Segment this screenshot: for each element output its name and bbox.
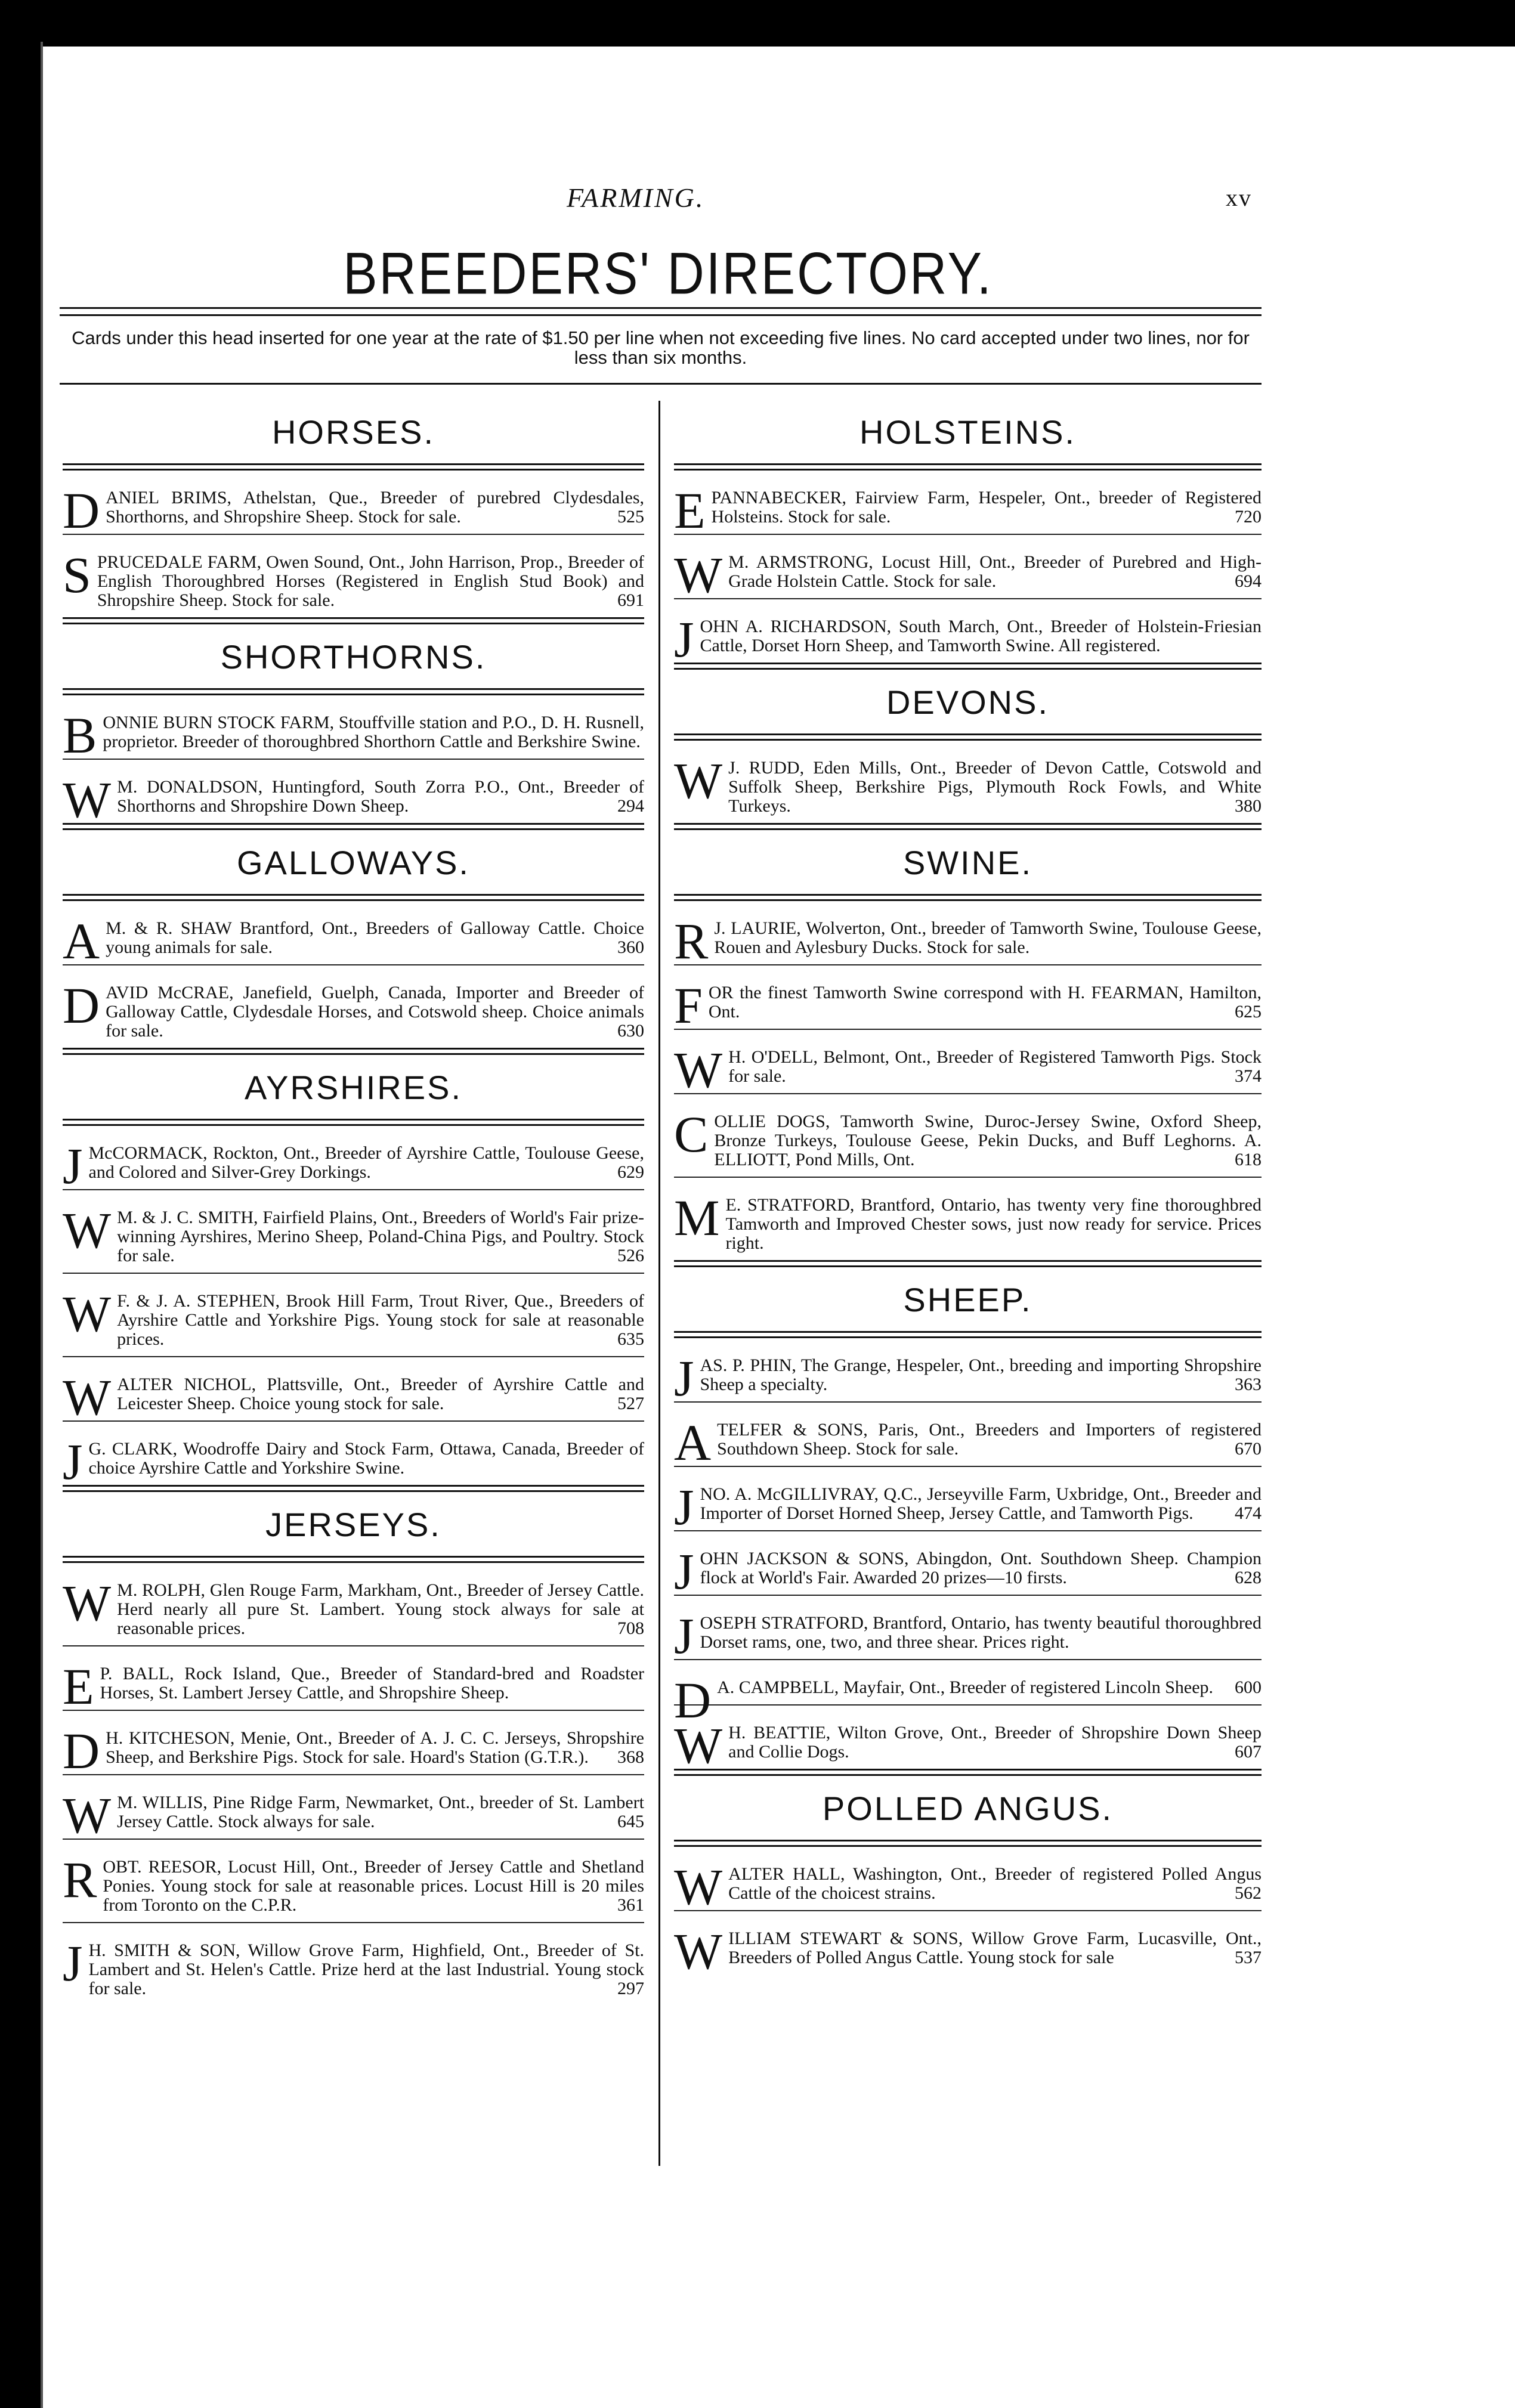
breeder-card-text: M. DONALDSON, Huntingford, South Zorra P.O., Ont., Breeder of Shorthorns and Shropshire Down Sheep. <box>117 777 644 816</box>
drop-initial: W <box>63 1574 112 1632</box>
breeder-card-text: ONNIE BURN STOCK FARM, Stouffville station and P.O., D. H. Rusnell, proprietor. Breeder of thoroughbred Shorthorn Cattle and Berkshire Swine. <box>103 713 644 751</box>
section-divider <box>674 823 1262 830</box>
section-title-ayrshires: AYRSHIRES. <box>244 1069 463 1106</box>
breeder-card-text: J. RUDD, Eden Mills, Ont., Breeder of Devon Cattle, Cotswold and Suffolk Sheep, Berkshire Pigs, Plymouth Rock Fowls, and White Turkeys. <box>728 758 1262 816</box>
ad-number: 527 <box>617 1394 644 1413</box>
section-title-swine: SWINE. <box>902 844 1033 881</box>
drop-initial: F <box>674 977 703 1034</box>
section-divider <box>674 663 1262 670</box>
section-title-rule <box>63 1556 644 1563</box>
breeder-card-body <box>63 1658 644 1715</box>
breeder-card-text: AS. P. PHIN, The Grange, Hespeler, Ont., breeding and importing Shropshire Sheep a specialty. <box>700 1355 1262 1394</box>
ad-number: 361 <box>617 1895 644 1915</box>
drop-initial: A <box>63 912 100 970</box>
breeder-card-text: ANIEL BRIMS, Athelstan, Que., Breeder of purebred Clydesdales, Shorthorns, and Shropshire Sheep. Stock for sale. <box>106 488 644 527</box>
breeder-card <box>63 1935 644 2005</box>
drop-initial: R <box>63 1851 97 1908</box>
breeder-card <box>674 1543 1262 1600</box>
drop-initial: W <box>674 1717 723 1774</box>
page-number: xv <box>1226 184 1252 211</box>
section-divider <box>63 617 644 624</box>
breeder-card-body <box>674 1607 1262 1664</box>
section-title-rule <box>63 463 644 471</box>
breeder-card <box>674 1717 1262 1774</box>
breeder-card-text: M. & R. SHAW Brantford, Ont., Breeders of Galloway Cattle. Choice young animals for sale. <box>106 918 644 957</box>
column-divider <box>658 401 660 2166</box>
breeder-card-text: OLLIE DOGS, Tamworth Swine, Duroc-Jersey Swine, Oxford Sheep, Bronze Turkeys, Toulouse Geese, Pekin Ducks, and Buff Leghorns. A. ELLIOTT, Pond Mills, Ont. <box>714 1112 1262 1169</box>
breeder-card <box>674 1041 1262 1098</box>
breeder-card <box>674 611 1262 668</box>
drop-initial: W <box>674 1041 723 1098</box>
ad-number: 645 <box>617 1812 644 1831</box>
breeder-card-body <box>674 1189 1262 1253</box>
ad-number: 708 <box>617 1618 644 1638</box>
breeder-card <box>63 1137 644 1194</box>
breeder-card <box>63 771 644 828</box>
ad-number: 294 <box>617 796 644 816</box>
section-title-rule <box>674 894 1262 901</box>
breeder-card <box>63 1658 644 1715</box>
section-divider <box>674 1769 1262 1776</box>
scan-border-top <box>0 0 1515 47</box>
drop-initial: E <box>63 1658 94 1715</box>
drop-initial: W <box>674 1858 723 1915</box>
section-title-rule <box>674 1840 1262 1847</box>
breeder-card-body <box>674 1672 1262 1729</box>
title-rule-bottom <box>60 314 1262 316</box>
left-column <box>63 400 644 2005</box>
breeder-card <box>63 1202 644 1274</box>
section-title-sheep: SHEEP. <box>903 1281 1032 1318</box>
breeder-card <box>674 1189 1262 1260</box>
breeder-card <box>63 912 644 970</box>
section-title-holsteins: HOLSTEINS. <box>859 413 1076 451</box>
breeder-card-text: ILLIAM STEWART & SONS, Willow Grove Farm, Lucasville, Ont., Breeders of Polled Angus Cattle. Young stock for sale <box>728 1929 1262 1967</box>
ad-number: 607 <box>1235 1742 1262 1762</box>
breeder-card-text: H. KITCHESON, Menie, Ont., Breeder of A. J. C. C. Jerseys, Shropshire Sheep, and Berkshire Pigs. Stock for sale. Hoard's Station (G.T.R.). <box>106 1728 644 1767</box>
breeder-card <box>63 1574 644 1646</box>
section-title-rule <box>63 894 644 901</box>
drop-initial: W <box>63 771 112 828</box>
breeder-card <box>674 1414 1262 1471</box>
drop-initial: D <box>63 482 100 539</box>
breeder-card-text: H. SMITH & SON, Willow Grove Farm, Highfield, Ont., Breeder of St. Lambert and St. Helen's Cattle. Prize herd at the last Industrial. Young stock for sale. <box>88 1940 644 1998</box>
breeder-card-text: ALTER NICHOL, Plattsville, Ont., Breeder of Ayrshire Cattle and Leicester Sheep. Choice young stock for sale. <box>117 1375 644 1413</box>
breeder-card-text: M. ARMSTRONG, Locust Hill, Ont., Breeder of Purebred and High-Grade Holstein Cattle. Stock for sale. <box>728 552 1262 591</box>
drop-initial: M <box>674 1189 720 1246</box>
breeder-card-text: AVID McCRAE, Janefield, Guelph, Canada, Importer and Breeder of Galloway Cattle, Clydesdale Horses, and Cotswold sheep. Choice animals for sale. <box>106 983 644 1041</box>
ad-number: 474 <box>1235 1503 1262 1523</box>
drop-initial: J <box>674 1478 694 1536</box>
section-title-polled-angus: POLLED ANGUS. <box>822 1790 1114 1827</box>
ad-number: 630 <box>617 1021 644 1041</box>
breeder-card <box>674 1350 1262 1407</box>
breeder-card <box>674 752 1262 823</box>
ad-number: 537 <box>1235 1948 1262 1967</box>
breeder-card-text: M. & J. C. SMITH, Fairfield Plains, Ont., Breeders of World's Fair prize-winning Ayrshires, Merino Sheep, Poland-China Pigs, and Poultry. Stock for sale. <box>117 1208 644 1265</box>
drop-initial: D <box>63 1722 100 1779</box>
drop-initial: R <box>674 912 709 970</box>
breeder-card-text: OR the finest Tamworth Swine correspond with H. FEARMAN, Hamilton, Ont. <box>708 983 1262 1022</box>
ad-number: 618 <box>1235 1150 1262 1169</box>
drop-initial: J <box>674 1543 694 1600</box>
drop-initial: W <box>63 1202 112 1259</box>
breeder-card-text: F. & J. A. STEPHEN, Brook Hill Farm, Trout River, Que., Breeders of Ayrshire Cattle and Yorkshire Pigs. Young stock for sale at reasonable prices. <box>117 1291 644 1349</box>
title-rule-top <box>60 307 1262 309</box>
ad-number: 670 <box>1235 1439 1262 1459</box>
breeder-card-text: ALTER HALL, Washington, Ont., Breeder of registered Polled Angus Cattle of the choicest strains. <box>728 1864 1262 1903</box>
drop-initial: J <box>674 1607 694 1664</box>
page-edge <box>41 42 43 2408</box>
drop-initial: A <box>674 1414 712 1471</box>
drop-initial: D <box>674 1672 712 1729</box>
breeder-card-text: PANNABECKER, Fairview Farm, Hespeler, Ont., breeder of Registered Holsteins. Stock for sale. <box>711 488 1262 527</box>
breeder-card-body <box>63 1433 644 1490</box>
drop-initial: W <box>674 1923 723 1980</box>
drop-initial: J <box>63 1433 83 1490</box>
ad-number: 635 <box>617 1329 644 1349</box>
scan-border-left <box>0 0 41 2408</box>
running-head: FARMING. <box>567 182 705 213</box>
ad-number: 562 <box>1235 1883 1262 1903</box>
breeder-card <box>63 1787 644 1844</box>
breeder-card <box>674 482 1262 539</box>
breeder-card-body <box>674 912 1262 970</box>
ad-number: 629 <box>617 1162 644 1182</box>
section-divider <box>63 1485 644 1492</box>
ad-number: 691 <box>617 590 644 610</box>
breeder-card <box>674 1858 1262 1915</box>
ad-number: 360 <box>617 937 644 957</box>
section-title-devons: DEVONS. <box>886 683 1050 721</box>
breeder-card-text: M. WILLIS, Pine Ridge Farm, Newmarket, Ont., breeder of St. Lambert Jersey Cattle. Stock always for sale. <box>117 1793 644 1831</box>
breeder-card-body <box>674 611 1262 668</box>
breeder-card <box>63 1722 644 1779</box>
breeder-card <box>674 546 1262 603</box>
drop-initial: W <box>63 1285 112 1342</box>
breeder-card-body <box>63 1722 644 1779</box>
breeder-card-text: OHN A. RICHARDSON, South March, Ont., Breeder of Holstein-Friesian Cattle, Dorset Horn Sheep, and Tamworth Swine. All registered. <box>700 617 1262 655</box>
breeder-card <box>63 977 644 1048</box>
section-title-shorthorns: SHORTHORNS. <box>220 638 487 676</box>
drop-initial: E <box>674 482 706 539</box>
breeder-card-text: G. CLARK, Woodroffe Dairy and Stock Farm, Ottawa, Canada, Breeder of choice Ayrshire Cattle and Yorkshire Swine. <box>88 1439 644 1478</box>
drop-initial: S <box>63 546 91 603</box>
ad-number: 628 <box>1235 1568 1262 1587</box>
ad-number: 526 <box>617 1246 644 1265</box>
breeder-card-text: E. STRATFORD, Brantford, Ontario, has twenty very fine thoroughbred Tamworth and Improved Chester sows, just now ready for service. Prices right. <box>725 1195 1262 1253</box>
breeder-card-text: OBT. REESOR, Locust Hill, Ont., Breeder of Jersey Cattle and Shetland Ponies. Young stock for sale at reasonable prices. Locust Hill is 20 miles from Toronto on the C.P.R. <box>103 1857 644 1915</box>
breeder-card-body <box>63 707 644 764</box>
breeder-card <box>674 1106 1262 1178</box>
breeder-card-text: PRUCEDALE FARM, Owen Sound, Ont., John Harrison, Prop., Breeder of English Thoroughbred Horses (Registered in English Stud Book) and Shropshire Sheep. Stock for sale. <box>97 552 644 610</box>
breeder-card <box>63 1285 644 1357</box>
breeder-card <box>674 1478 1262 1536</box>
breeder-card <box>63 482 644 539</box>
section-title-horses: HORSES. <box>271 413 435 451</box>
page-title: BREEDERS' DIRECTORY. <box>343 240 993 307</box>
section-title-rule <box>674 733 1262 741</box>
breeder-card <box>63 546 644 617</box>
breeder-card-text: H. BEATTIE, Wilton Grove, Ont., Breeder of Shropshire Down Sheep and Collie Dogs. <box>728 1723 1262 1762</box>
breeder-card <box>63 707 644 764</box>
drop-initial: W <box>63 1369 112 1426</box>
breeder-card <box>674 1607 1262 1664</box>
ad-number: 625 <box>1235 1002 1262 1022</box>
breeder-card-text: OSEPH STRATFORD, Brantford, Ontario, has twenty beautiful thoroughbred Dorset rams, one, two, and three shear. Prices right. <box>700 1613 1262 1652</box>
ad-number: 380 <box>1235 796 1262 816</box>
section-title-galloways: GALLOWAYS. <box>237 844 470 881</box>
breeder-card-text: M. ROLPH, Glen Rouge Farm, Markham, Ont., Breeder of Jersey Cattle. Herd nearly all pure St. Lambert. Young stock always for sale at reasonable prices. <box>117 1580 644 1638</box>
ad-number: 363 <box>1235 1375 1262 1394</box>
section-title-rule <box>674 463 1262 471</box>
breeder-card-body <box>674 1478 1262 1536</box>
section-divider <box>674 1260 1262 1267</box>
drop-initial: C <box>674 1106 709 1163</box>
breeder-card <box>674 977 1262 1034</box>
breeder-card <box>674 912 1262 970</box>
drop-initial: B <box>63 707 97 764</box>
section-divider <box>63 823 644 830</box>
section-title-rule <box>674 1331 1262 1338</box>
breeder-card <box>674 1672 1262 1729</box>
right-column <box>674 400 1262 1980</box>
breeder-card <box>63 1851 644 1923</box>
drop-initial: J <box>674 1350 694 1407</box>
breeder-card-text: TELFER & SONS, Paris, Ont., Breeders and Importers of registered Southdown Sheep. Stock for sale. <box>717 1420 1262 1459</box>
drop-initial: W <box>674 752 723 809</box>
breeder-card-text: H. O'DELL, Belmont, Ont., Breeder of Registered Tamworth Pigs. Stock for sale. <box>728 1047 1262 1086</box>
drop-initial: W <box>674 546 723 603</box>
section-title-jerseys: JERSEYS. <box>265 1506 441 1543</box>
ad-number: 525 <box>617 507 644 527</box>
ad-number: 374 <box>1235 1066 1262 1086</box>
drop-initial: J <box>63 1137 83 1194</box>
section-title-rule <box>63 1119 644 1126</box>
breeder-card <box>63 1369 644 1426</box>
breeder-card-text: J. LAURIE, Wolverton, Ont., breeder of Tamworth Swine, Toulouse Geese, Rouen and Aylesbury Ducks. Stock for sale. <box>714 918 1262 957</box>
ad-number: 720 <box>1235 507 1262 527</box>
ad-number: 297 <box>617 1979 644 1998</box>
breeder-card <box>674 1923 1262 1980</box>
drop-initial: D <box>63 977 100 1034</box>
breeder-card-text: OHN JACKSON & SONS, Abingdon, Ont. Southdown Sheep. Champion flock at World's Fair. Awarded 20 prizes—10 firsts. <box>700 1549 1262 1587</box>
breeder-card <box>63 1433 644 1490</box>
breeder-card-text: McCORMACK, Rockton, Ont., Breeder of Ayrshire Cattle, Toulouse Geese, and Colored and Silver-Grey Dorkings. <box>88 1143 644 1182</box>
ad-number: 694 <box>1235 571 1262 591</box>
breeder-card-text: A. CAMPBELL, Mayfair, Ont., Breeder of registered Lincoln Sheep. <box>717 1677 1214 1697</box>
ad-number: 368 <box>617 1747 644 1767</box>
intro-text: Cards under this head inserted for one year at the rate of $1.50 per line when not exceeding five lines. No card accepted under two lines, nor for less than six months. <box>72 327 1250 368</box>
drop-initial: J <box>63 1935 83 1992</box>
breeder-card-text: NO. A. McGILLIVRAY, Q.C., Jerseyville Farm, Uxbridge, Ont., Breeder and Importer of Dorset Horned Sheep, Jersey Cattle, and Tamworth Pigs. <box>700 1484 1262 1523</box>
drop-initial: W <box>63 1787 112 1844</box>
ad-number: 600 <box>1235 1677 1262 1697</box>
section-title-rule <box>63 688 644 695</box>
section-divider <box>63 1048 644 1055</box>
drop-initial: J <box>674 611 694 668</box>
breeder-card-text: P. BALL, Rock Island, Que., Breeder of Standard-bred and Roadster Horses, St. Lambert Jersey Cattle, and Shropshire Sheep. <box>100 1664 644 1703</box>
intro-rule <box>60 383 1262 385</box>
